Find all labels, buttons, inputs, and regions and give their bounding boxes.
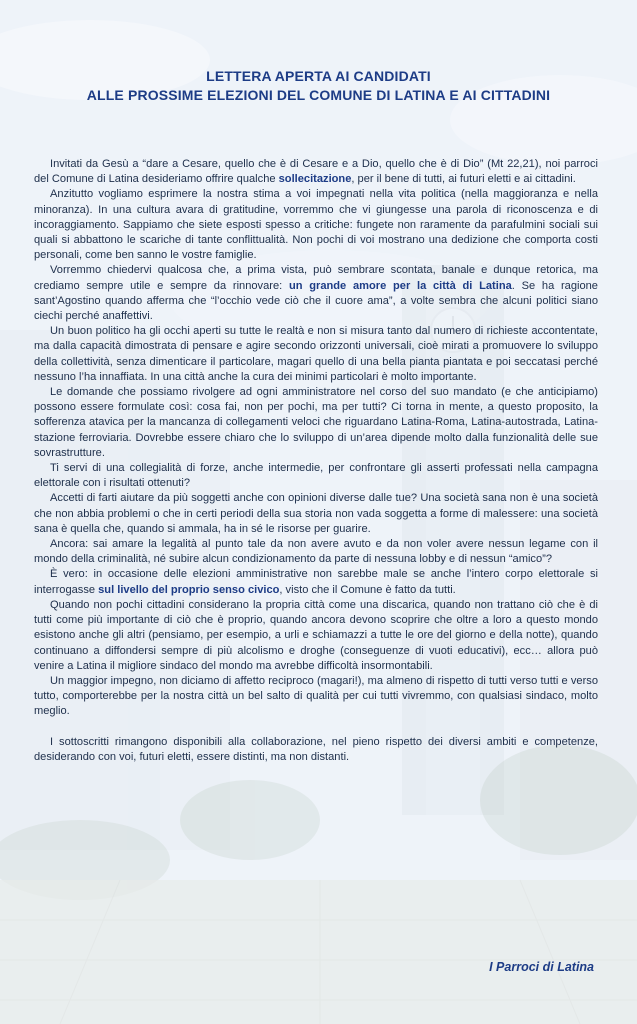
letter-title bbox=[20, 67, 617, 105]
paragraph: Invitati da Gesù a “dare a Cesare, quello che è di Cesare e a Dio, quello che è di Dio” (Mt 22,21), noi parroci del Comune di Latina desideriamo offrire qualche sollecitazione, per il bene di tutti, ai futuri eletti e ai cittadini. bbox=[34, 158, 598, 186]
paragraph: Le domande che possiamo rivolgere ad ogni amministratore nel corso del suo mandato (e che anticipiamo) possono essere formulate così: cosa fai, non per pochi, ma per tutti? Ci torna in mente, a questo proposito, la sofferenza atavica per la mancanza di collegamenti veloci che riguardano Latina-Roma, Latina-autostrada, Latina-stazione ferroviaria. Dovrebbe essere chiaro che lo sviluppo di un’area dipende molto dalla funzionalità delle sue sovrastrutture. bbox=[34, 386, 598, 459]
paragraph: Un maggior impegno, non diciamo di affetto reciproco (magari!), ma almeno di rispetto di tutti verso tutti e verso tutto, comporterebbe per la nostra città un bel salto di qualità per cui tutti vivremmo, con qualsiasi sindaco, molto meglio. bbox=[34, 674, 598, 718]
closing-paragraph: I sottoscritti rimangono disponibili alla collaborazione, nel pieno rispetto dei diversi ambiti e competenze, desiderando con voi, futuri eletti, essere distinti, ma non distanti. bbox=[34, 735, 598, 763]
paragraph: Vorremmo chiedervi qualcosa che, a prima vista, può sembrare scontata, banale e dunque retorica, ma crediamo sempre utile e sempre da rinnovare: un grande amore per la città di Latina. Se ha ragione sant’Agostino quando afferma che “l’occhio vede ciò che il cuore ama”, a volte sembra che alcuni politici siano ciechi perché anaffettivi. bbox=[34, 264, 598, 323]
title-line-2: ALLE PROSSIME ELEZIONI DEL COMUNE DI LATINA E AI CITTADINI bbox=[86, 87, 551, 103]
paragraph: Ti servi di una collegialità di forze, anche intermedie, per confrontare gli asserti professati nella campagna elettorale con i risultati ottenuti? bbox=[34, 462, 598, 490]
title-line-1: LETTERA APERTA AI CANDIDATI bbox=[206, 68, 431, 84]
letter-body bbox=[34, 157, 598, 765]
paragraph: Quando non pochi cittadini considerano la propria città come una discarica, quando non trattano ciò che è di tutti come più importante di ciò che è proprio, quando ancora devono scoprire che oltre a loro a questo mondo esistono anche gli altri (pensiamo, per esempio, a urli e schiamazzi a tutte le ore del giorno e della notte), quando continuano a diffondersi sempre di più alcolismo e droghe (conseguenze di vuoti educativi), ecc… allora può venire a Latina il migliore sindaco del mondo ma avrebbe difficoltà insormontabili. bbox=[34, 598, 598, 672]
paragraph: Accetti di farti aiutare da più soggetti anche con opinioni diverse dalle tue? Una società sana non è una società che non abbia problemi o che in certi periodi della sua storia non vada soggetta a forme di malessere: una società sana è quella che, quando si ammala, ha in sé le risorse per guarire. bbox=[34, 492, 598, 535]
paragraph: Un buon politico ha gli occhi aperti su tutte le realtà e non si misura tanto dal numero di richieste accontentate, ma dalla capacità dimostrata di pensare e agire secondo orizzonti universali, cioè mirati a promuovere lo sviluppo della collettività, senza dimenticare il particolare, magari quello di una bella pianta piantata e poi seccatasi perché nessuno l’ha innaffiata. In una città anche la cura dei minimi particolari è molto importante. bbox=[34, 325, 598, 383]
emphasis: sollecitazione bbox=[278, 173, 352, 186]
paragraph: Ancora: sai amare la legalità al punto tale da non avere avuto e da non voler avere nessun legame con il mondo della criminalità, né subire alcun condizionamento da parte di nessuna lobby e di nessun “amico”? bbox=[34, 538, 598, 566]
emphasis: sul livello del proprio senso civico bbox=[98, 583, 280, 596]
signature: I Parroci di Latina bbox=[489, 960, 594, 974]
paragraph: Anzitutto vogliamo esprimere la nostra stima a voi impegnati nella vita politica (nella maggioranza e nella minoranza). In una cultura avara di gratitudine, vorremmo che vi giungesse una parola di riconoscenza e di incoraggiamento. Sappiamo che siete esposti spesso a critiche: fungete non raramente da parafulmini sociali sui quali si abbattono le scariche di tante conflittualità. Non pochi di voi mostrano una dedizione che comporta costi personali, come ben sanno le vostre famiglie. bbox=[34, 188, 598, 262]
emphasis: un grande amore per la città di Latina bbox=[288, 279, 512, 292]
paragraph: È vero: in occasione delle elezioni amministrative non sarebbe male se anche l’intero corpo elettorale si interrogasse sul livello del proprio senso civico, visto che il Comune è fatto da tutti. bbox=[34, 568, 598, 596]
